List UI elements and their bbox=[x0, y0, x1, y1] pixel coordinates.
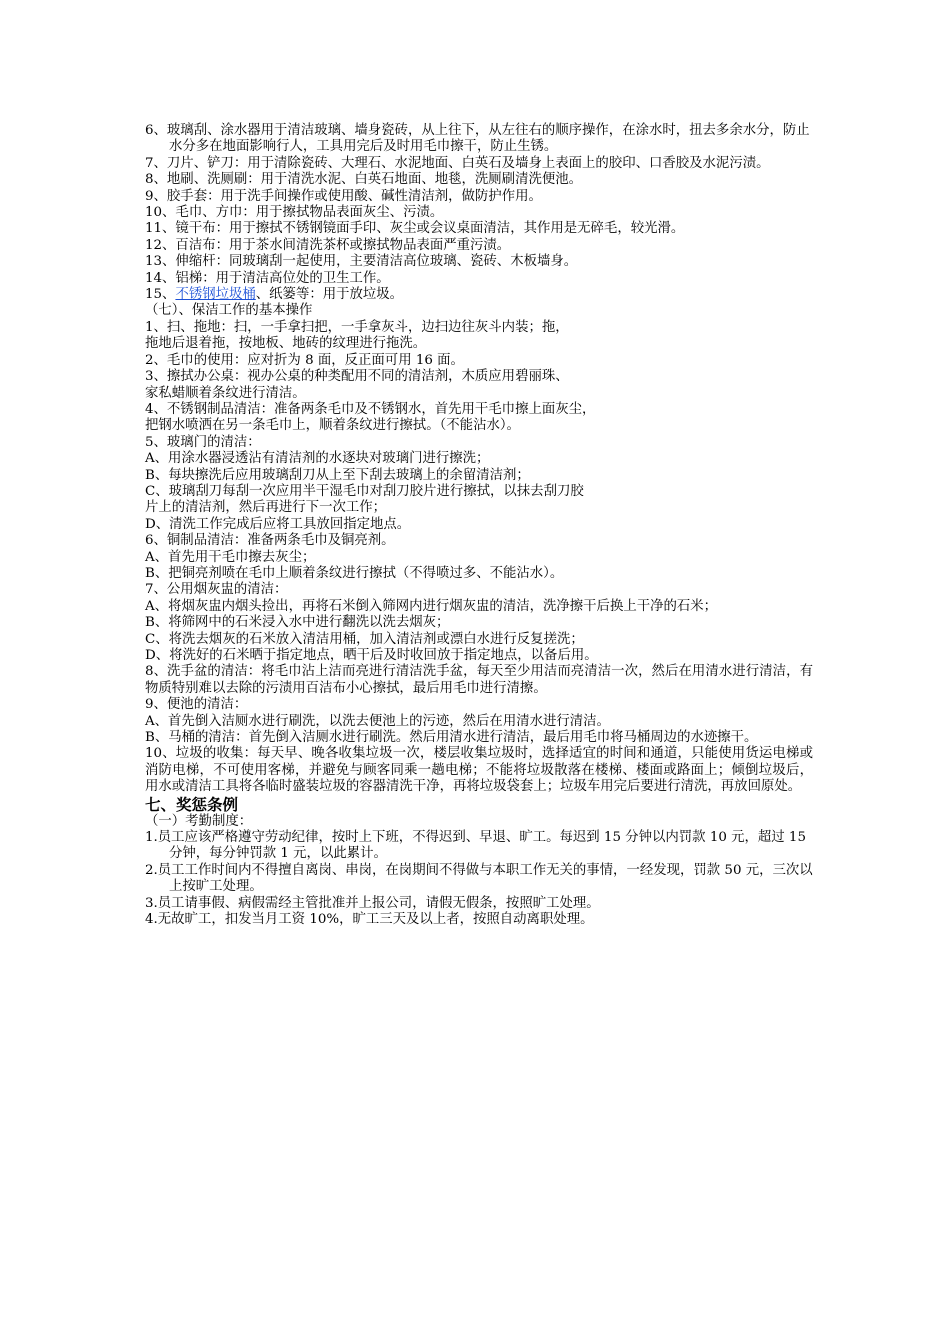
op-7-b: B、将筛网中的石米浸入水中进行翻洗以洗去烟灰； bbox=[145, 615, 450, 631]
op-2: 2、毛巾的使用：应对折为 8 面，反正面可用 16 面。 bbox=[145, 352, 464, 368]
op-5-d: D、清洗工作完成后应将工具放回指定地点。 bbox=[145, 516, 411, 532]
op-6-a: A、首先用干毛巾擦去灰尘； bbox=[145, 549, 316, 565]
attendance-heading: （一）考勤制度： bbox=[145, 813, 253, 829]
tool-item-7: 7、刀片、铲刀：用于清除瓷砖、大理石、水泥地面、白英石及墙身上表面上的胶印、口香胶及水泥污渍。 bbox=[145, 155, 770, 171]
op-5: 5、玻璃门的清洁： bbox=[145, 434, 261, 450]
attendance-rule-1: 1.员工应该严格遵守劳动纪律，按时上下班，不得迟到、早退、旷工。每迟到 15 分钟以内罚款 10 元，超过 15 分钟，每分钟罚款 1 元，以此累计。 bbox=[145, 830, 806, 862]
op-7: 7、公用烟灰盅的清洁： bbox=[145, 582, 288, 598]
op-7-d: D、将洗好的石米晒于指定地点，晒干后及时收回放于指定地点，以备后用。 bbox=[145, 648, 598, 663]
op-10: 10、垃圾的收集：每天早、晚各收集垃圾一次，楼层收集垃圾时，选择适宜的时间和通道，只能使用货运电梯或消防电梯，不可使用客梯，并避免与顾客同乘一趟电梯；不能将垃圾散落在楼梯、楼面或路面上；倾倒垃圾后，用水或清洁工具将各临时盛装垃圾的容器清洗干净，再将垃圾袋套上；垃圾车用完后要进行清洗，再放回原处。 bbox=[145, 746, 813, 795]
tool-item-13: 13、伸缩杆：同玻璃刮一起使用，主要清洁高位玻璃、瓷砖、木板墙身。 bbox=[145, 254, 578, 270]
tool-item-9: 9、胶手套：用于洗手间操作或使用酸、碱性清洁剂，做防护作用。 bbox=[145, 188, 542, 204]
tool-item-6: 6、玻璃刮、涂水器用于清洁玻璃、墙身瓷砖，从上往下，从左往右的顺序操作，在涂水时，扭去多余水分，防止水分多在地面影响行人，工具用完后及时用毛巾擦干，防止生锈。 bbox=[145, 123, 810, 155]
op-9: 9、便池的清洁： bbox=[145, 697, 248, 713]
op-7-a: A、将烟灰盅内烟头捡出，再将石米倒入筛网内进行烟灰盅的清洁，洗净擦干后换上干净的石米； bbox=[145, 598, 718, 614]
op-5-c-line-2: 片上的清洁剂，然后再进行下一次工作； bbox=[145, 500, 387, 516]
stainless-bin-link[interactable]: 不锈钢垃圾桶 bbox=[175, 287, 256, 303]
tool-item-15-suffix: 、纸篓等：用于放垃圾。 bbox=[255, 287, 404, 303]
op-3-line-1: 3、擦拭办公桌：视办公桌的种类配用不同的清洁剂，木质应用碧丽珠、 bbox=[145, 369, 569, 385]
op-7-c: C、将洗去烟灰的石米放入清洁用桶，加入清洁剂或漂白水进行反复搓洗； bbox=[145, 631, 584, 647]
tool-item-15-prefix: 15、 bbox=[145, 287, 176, 303]
op-1-line-1: 1、扫、拖地：扫，一手拿扫把，一手拿灰斗，边扫边往灰斗内装；拖， bbox=[145, 319, 569, 335]
op-6-b: B、把铜亮剂喷在毛巾上顺着条纹进行擦拭（不得喷过多、不能沾水）。 bbox=[145, 565, 564, 581]
op-5-a: A、用涂水器浸透沾有清洁剂的水逐块对玻璃门进行擦洗； bbox=[145, 451, 490, 467]
op-3-line-2: 家私蜡顺着条纹进行清洁。 bbox=[145, 385, 306, 401]
op-5-b: B、每块擦洗后应用玻璃刮刀从上至下刮去玻璃上的余留清洁剂； bbox=[145, 467, 530, 483]
subsection-heading-basic-ops: （七）、保洁工作的基本操作 bbox=[145, 303, 313, 319]
section-heading-rewards: 七、奖惩条例 bbox=[145, 795, 239, 814]
attendance-rule-4: 4.无故旷工，扣发当月工资 10%，旷工三天及以上者，按照自动离职处理。 bbox=[145, 912, 594, 928]
op-9-b: B、马桶的清洁：首先倒入洁厕水进行刷洗。然后用清水进行清洁，最后用毛巾将马桶周边的水迹擦干。 bbox=[145, 730, 758, 746]
op-5-c-line-1: C、玻璃刮刀每刮一次应用半干湿毛巾对刮刀胶片进行擦拭，以抹去刮刀胶 bbox=[145, 483, 584, 499]
op-4-line-2: 把钢水喷洒在另一条毛巾上，顺着条纹进行擦拭。（不能沾水）。 bbox=[145, 418, 520, 434]
attendance-rule-3: 3.员工请事假、病假需经主管批准并上报公司，请假无假条，按照旷工处理。 bbox=[145, 895, 600, 911]
op-1-line-2: 拖地后退着拖，按地板、地砖的纹理进行拖洗。 bbox=[145, 336, 427, 352]
attendance-rule-2: 2.员工工作时间内不得擅自离岗、串岗，在岗期间不得做与本职工作无关的事情，一经发现，罚款 50 元，三次以上按旷工处理。 bbox=[145, 862, 813, 895]
tool-item-14: 14、铝梯：用于清洁高位处的卫生工作。 bbox=[145, 270, 390, 286]
op-8: 8、洗手盆的清洁：将毛巾沾上洁而亮进行清洁洗手盆，每天至少用洁而亮清洁一次，然后在用清水进行清洁，有物质特别难以去除的污渍用百洁布小心擦拭，最后用毛巾进行清擦。 bbox=[145, 664, 813, 696]
tool-item-10: 10、毛巾、方巾：用于擦拭物品表面灰尘、污渍。 bbox=[145, 205, 444, 221]
op-4-line-1: 4、不锈钢制品清洁：准备两条毛巾及不锈钢水，首先用干毛巾擦上面灰尘， bbox=[145, 401, 596, 417]
tool-item-15 bbox=[145, 287, 813, 303]
tool-item-11: 11、镜干布：用于擦拭不锈钢镜面手印、灰尘或会议桌面清洁，其作用是无碎毛，较光滑。 bbox=[145, 221, 685, 237]
op-9-a: A、首先倒入洁厕水进行刷洗，以洗去便池上的污迹，然后在用清水进行清洁。 bbox=[145, 713, 610, 729]
document-page bbox=[145, 123, 813, 929]
tool-item-12: 12、百洁布：用于茶水间清洗茶杯或擦拭物品表面严重污渍。 bbox=[145, 237, 511, 253]
tool-item-8: 8、地刷、洗厕刷：用于清洗水泥、白英石地面、地毯，洗厕刷清洗便池。 bbox=[145, 172, 583, 188]
op-6: 6、铜制品清洁：准备两条毛巾及铜亮剂。 bbox=[145, 533, 395, 549]
